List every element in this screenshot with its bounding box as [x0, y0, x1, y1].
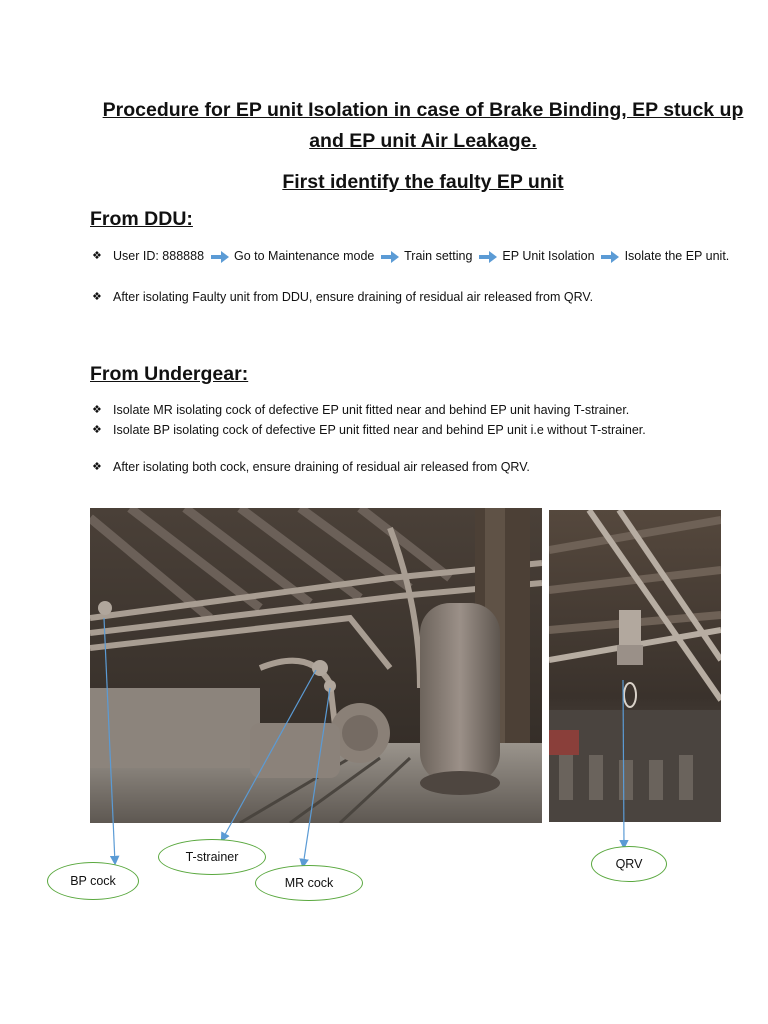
- right-arrow-icon: [601, 251, 619, 263]
- ddu-step-maintenance: Go to Maintenance mode: [234, 249, 375, 263]
- undergear-bullet-1: [92, 400, 732, 420]
- document-title-line-1: Procedure for EP unit Isolation in case of Brake Binding, EP stuck up: [102, 99, 744, 121]
- document-subtitle: First identify the faulty EP unit: [282, 171, 564, 193]
- diamond-bullet-icon: ❖: [92, 424, 102, 436]
- document-title-line-2: and EP unit Air Leakage.: [309, 130, 537, 152]
- undergear-heading: From Undergear:: [90, 363, 249, 385]
- bp-cock-callout: [47, 862, 139, 900]
- ddu-step-ep-isolation: EP Unit Isolation: [502, 249, 595, 263]
- diamond-bullet-icon: ❖: [92, 404, 102, 416]
- right-arrow-icon: [381, 251, 399, 263]
- undergear-bullet-3-text: After isolating both cock, ensure draining of residual air released from QRV.: [113, 460, 530, 474]
- t-strainer-callout: [158, 839, 266, 875]
- mr-cock-label: MR cock: [284, 876, 334, 890]
- ddu-bullet-2-text: After isolating Faulty unit from DDU, ensure draining of residual air released from QRV.: [113, 290, 594, 304]
- undergear-bullet-2: [92, 420, 732, 440]
- right-arrow-icon: [479, 251, 497, 263]
- mr-cock-callout: [255, 865, 363, 901]
- qrv-label: QRV: [615, 857, 643, 871]
- ddu-step-train-setting: Train setting: [404, 249, 473, 263]
- undergear-bullet-1-text: Isolate MR isolating cock of defective EP unit fitted near and behind EP unit having T-strainer.: [113, 403, 630, 417]
- undergear-bullet-3: [92, 457, 732, 477]
- qrv-callout: [591, 846, 667, 882]
- diamond-bullet-icon: ❖: [92, 461, 102, 473]
- undergear-bullet-2-text: Isolate BP isolating cock of defective EP unit fitted near and behind EP unit i.e without T-strainer.: [113, 423, 646, 437]
- diamond-bullet-icon: ❖: [92, 291, 102, 303]
- qrv-photo: [549, 510, 721, 822]
- ddu-step-user-id: User ID: 888888: [113, 249, 205, 263]
- right-arrow-icon: [211, 251, 229, 263]
- ddu-step-isolate: Isolate the EP unit.: [624, 249, 730, 263]
- ddu-heading: From DDU:: [90, 208, 193, 230]
- t-strainer-label: T-strainer: [185, 850, 239, 864]
- undergear-photo: [90, 508, 542, 823]
- bp-cock-label: BP cock: [70, 874, 116, 888]
- diamond-bullet-icon: ❖: [92, 250, 102, 262]
- ddu-bullet-1: [92, 246, 732, 266]
- ddu-bullet-2: [92, 287, 732, 307]
